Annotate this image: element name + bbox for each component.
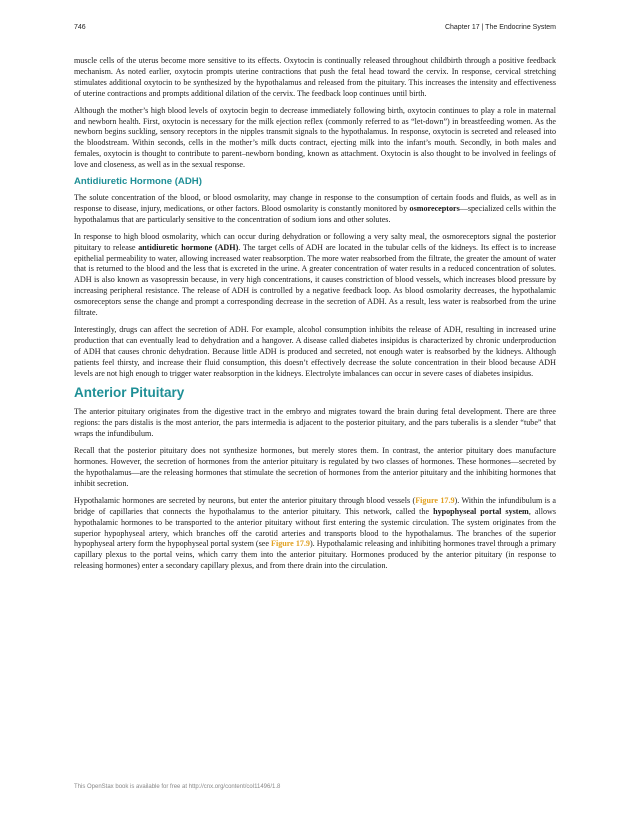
text-run: In response to high blood osmolarity, which can occur during dehydration or following a very salty meal, the osmoreceptors signal the posterior pituitary to release (74, 231, 556, 252)
text-run: . The target cells of ADH are located in the tubular cells of the kidneys. Its effect is to increase epithelial permeability to water, allowing increased water reabsorption. The more water reabsorbed from the filtrate, the greater the amount of water that is returned to the blood and the less that is excreted in the urine. A greater concentration of water results in a reduced concentration of solutes. ADH is also known as vasopressin because, in very high concentrations, it causes constriction of blood vessels, which increases blood pressure by increasing peripheral resistance. The release of ADH is controlled by a negative feedback loop. As blood osmolarity decreases, the hypothalamic osmoreceptors sense the change and prompt a corresponding decrease in the secretion of ADH. As a result, less water is reabsorbed from the urine filtrate. (74, 242, 556, 318)
page-number: 746 (74, 24, 86, 31)
page-header (74, 24, 556, 36)
text-run: —specialized cells within the hypothalamus that are particularly sensitive to the concentration of sodium ions and other solutes. (74, 203, 556, 224)
figure-link[interactable]: Figure 17.9 (271, 539, 310, 549)
paragraph (74, 232, 556, 319)
text-run: The solute concentration of the blood, or blood osmolarity, may change in response to the consumption of certain foods and fluids, as well as in response to disease, injury, medications, or other factors. Blood osmolarity is constantly monitored by (74, 192, 556, 213)
paragraph (74, 193, 556, 226)
paragraph: Interestingly, drugs can affect the secretion of ADH. For example, alcohol consumption inhibits the release of ADH, resulting in increased urine production that can eventually lead to dehydration and a hangover. A disease called diabetes insipidus is characterized by chronic underproduction of ADH that causes chronic dehydration. Because little ADH is produced and secreted, not enough water is reabsorbed by the kidneys. Although patients feel thirsty, and increase their fluid consumption, this doesn’t effectively decrease the solute concentration in their blood because ADH levels are not high enough to trigger water reabsorption in the kidneys. Electrolyte imbalances can occur in severe cases of diabetes insipidus. (74, 324, 556, 378)
paragraph: Recall that the posterior pituitary does not synthesize hormones, but merely stores them. In contrast, the anterior pituitary does manufacture hormones. However, the secretion of hormones from the anterior pituitary is regulated by two classes of hormones. These hormones—secreted by the hypothalamus—are the releasing hormones that stimulate the secretion of hormones from the anterior pituitary and the inhibiting hormones that inhibit secretion. (74, 446, 556, 488)
section-heading-anterior-pituitary: Anterior Pituitary (74, 385, 185, 401)
paragraph: Although the mother’s high blood levels of oxytocin begin to decrease immediately following birth, oxytocin continues to play a role in maternal and newborn health. First, oxytocin is necessary for the milk ejection reflex (commonly referred to as “let-down”) in breastfeeding women. As the newborn begins suckling, sensory receptors in the nipples transmit signals to the hypothalamus. In response, oxytocin is secreted and released into the bloodstream. Within seconds, cells in the mother’s milk ducts contract, ejecting milk into the infant’s mouth. Secondly, in both males and females, oxytocin is thought to contribute to parent–newborn bonding, known as attachment. Oxytocin is also thought to be involved in feelings of love and closeness, as well as in the sexual response. (74, 105, 556, 170)
text-run: Hypothalamic hormones are secreted by neurons, but enter the anterior pituitary through blood vessels ( (74, 495, 416, 505)
text-run: ). Hypothalamic releasing and inhibiting hormones travel through a primary capillary plexus to the portal veins, which carry them into the anterior pituitary. Hormones produced by the anterior pituitary (in response to releasing hormones) enter a secondary capillary plexus, and from there drain into the circulation. (74, 539, 556, 571)
key-term: antidiuretic hormone (ADH) (138, 242, 239, 252)
section-heading-adh: Antidiuretic Hormone (ADH) (74, 176, 202, 188)
chapter-title: Chapter 17 | The Endocrine System (444, 24, 556, 31)
page-footer: This OpenStax book is available for free at http://cnx.org/content/col11496/1.8 (74, 784, 281, 790)
paragraph: The anterior pituitary originates from the digestive tract in the embryo and migrates toward the brain during fetal development. There are three regions: the pars distalis is the most anterior, the pars intermedia is adjacent to the posterior pituitary, and the pars tuberalis is a slender “tube” that wraps the infundibulum. (74, 407, 556, 439)
main-text (74, 56, 556, 578)
paragraph: muscle cells of the uterus become more sensitive to its effects. Oxytocin is continually released throughout childbirth through a positive feedback mechanism. As noted earlier, oxytocin prompts uterine contractions that push the fetal head toward the cervix. In response, cervical stretching stimulates additional oxytocin to be synthesized by the hypothalamus and released from the pituitary. This increases the intensity and effectiveness of uterine contractions and prompts additional dilation of the cervix. The feedback loop continues until birth. (74, 56, 556, 98)
figure-link[interactable]: Figure 17.9 (415, 495, 455, 505)
text-run: ). Within the infundibulum is a bridge of capillaries that connects the hypothalamus to the anterior pituitary. This network, called the (74, 495, 557, 516)
key-term: osmoreceptors (409, 203, 460, 213)
key-term: hypophyseal portal system (433, 506, 529, 516)
paragraph (74, 496, 556, 572)
text-run: , allows hypothalamic hormones to be transported to the anterior pituitary without first entering the systemic circulation. The system originates from the superior hypophyseal artery, which branches off the carotid arteries and transports blood to the hypothalamus. The branches of the superior hypophyseal artery form the hypophyseal portal system (see (74, 506, 556, 549)
